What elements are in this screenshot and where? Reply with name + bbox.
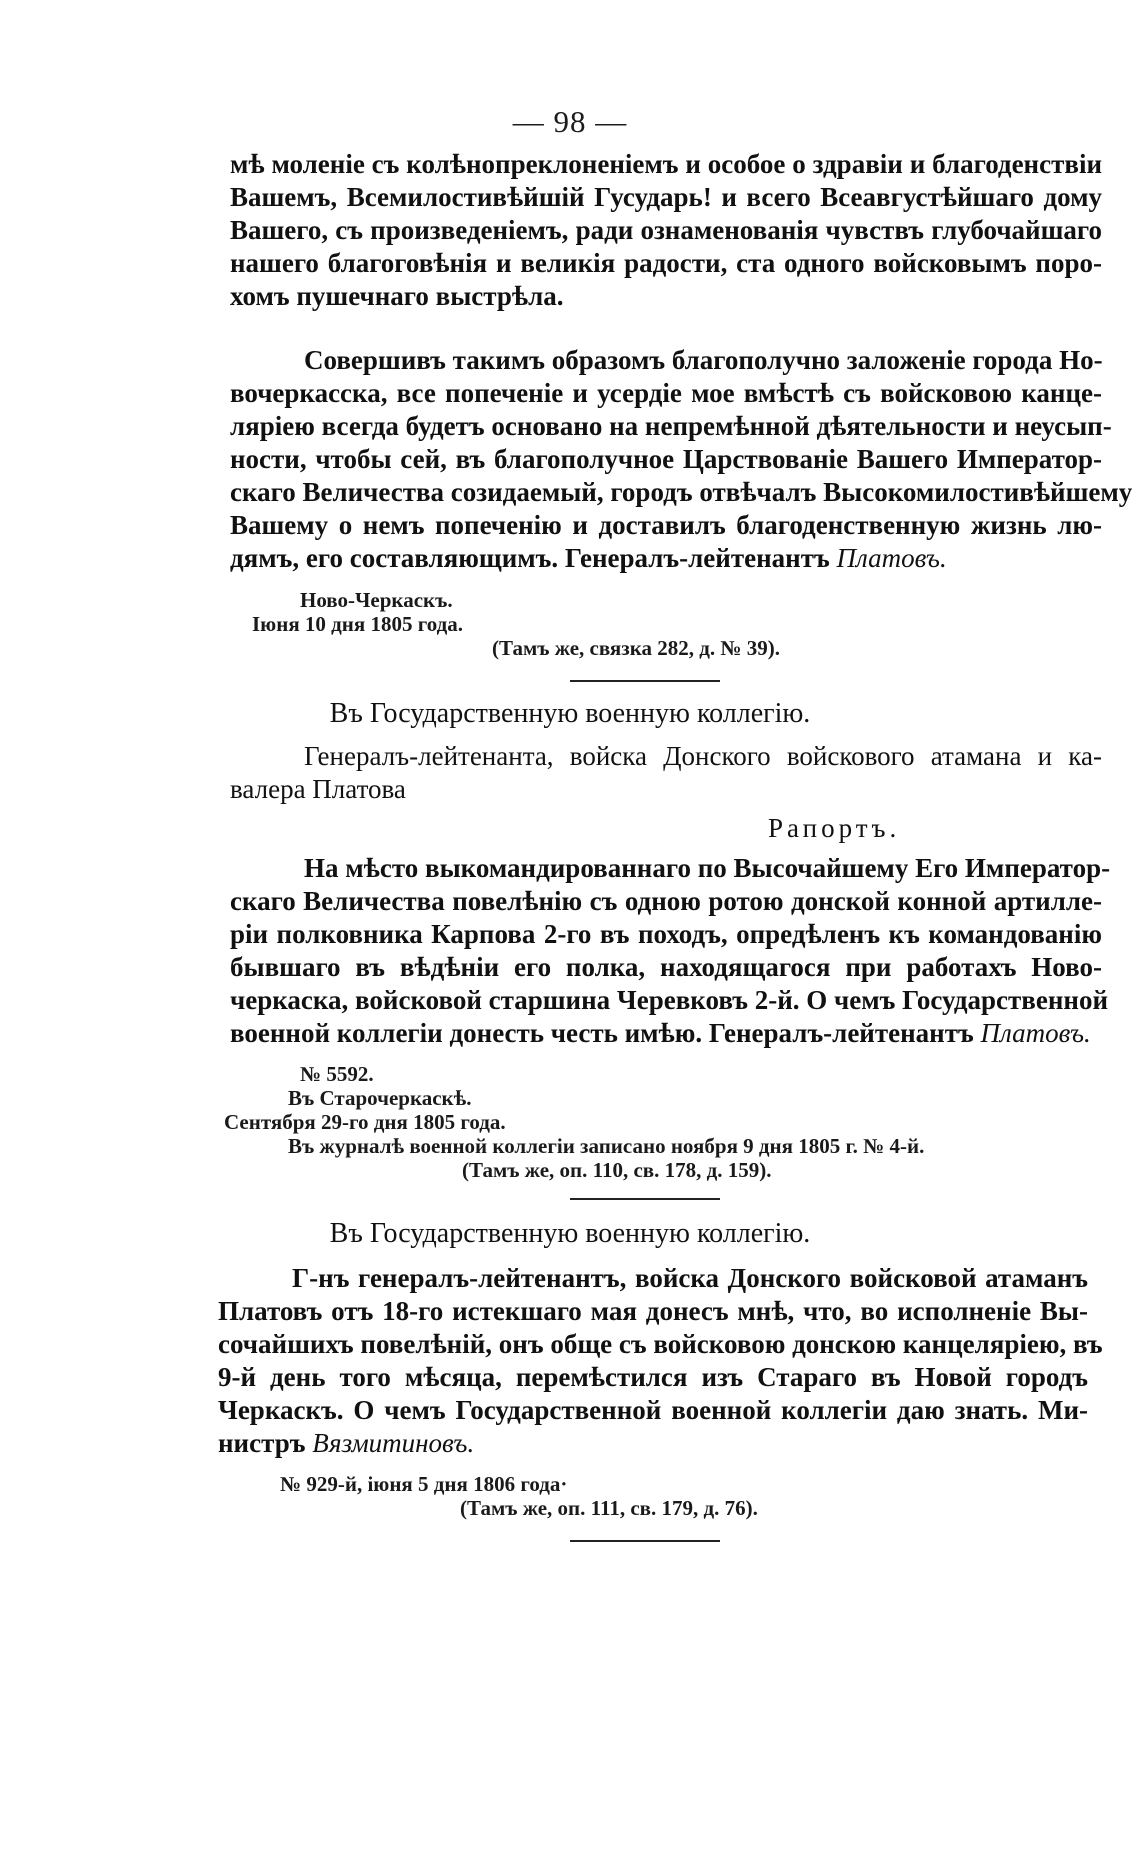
archive-reference: (Тамъ же, связка 282, д. № 39).: [492, 636, 780, 660]
text-line: скаго Величества созидаемый, городъ отвѣчалъ Высокомилостивѣйшему: [230, 477, 1133, 507]
line-text: дямъ, его составляющимъ. Генералъ-лейтенантъ: [230, 543, 830, 573]
text-line: [230, 542, 1102, 575]
text-line: Вашего, съ произведеніемъ, ради ознаменованія чувствъ глубочайшаго: [230, 215, 1102, 245]
text-line: вочеркасска, все попеченіе и усердіе мое вмѣстѣ съ войсковою канце-: [230, 378, 1102, 408]
place-line: Въ Старочеркаскѣ.: [288, 1086, 472, 1110]
paragraph-vyazmitinov: [218, 1262, 1103, 1460]
line-text: нистръ: [218, 1428, 306, 1458]
text-line: хомъ пушечнаго выстрѣла.: [230, 281, 564, 311]
text-line: нашего благоговѣнія и великія радости, ста одного войсковымъ поро-: [230, 248, 1102, 278]
paragraph-continuation: [230, 148, 1102, 313]
place-line: Ново-Черкаскъ.: [300, 588, 453, 612]
archive-reference: (Тамъ же, оп. 111, св. 179, д. 76).: [460, 1496, 758, 1520]
report-label: Рапортъ.: [768, 813, 901, 843]
report-title: [230, 740, 1102, 806]
text-line: Г-нъ генералъ-лейтенантъ, войска Донского войсковой атаманъ: [292, 1263, 1088, 1293]
text-line: мѣ моленіе съ колѣнопреклоненіемъ и особое о здравіи и благоденствіи: [230, 149, 1102, 179]
text-line: сочайшихъ повелѣній, онъ обще съ войсковою донскою канцеляріею, въ: [218, 1329, 1103, 1359]
signature: Платовъ.: [836, 543, 947, 573]
text-line: ляріею всегда будетъ основано на непремѣнной дѣятельности и неусып-: [230, 411, 1112, 441]
archive-reference: (Тамъ же, оп. 110, св. 178, д. 159).: [462, 1158, 772, 1182]
document-number: № 5592.: [300, 1062, 374, 1086]
section-heading: Въ Государственную военную коллегію.: [329, 698, 811, 729]
paragraph-platov-report: [230, 344, 1133, 575]
section-heading: Въ Государственную военную коллегію.: [329, 1218, 811, 1249]
text-line: Вашему о немъ попеченію и доставилъ благоденственную жизнь лю-: [230, 510, 1102, 540]
page-number: — 98 —: [512, 104, 628, 139]
section-divider: [570, 680, 720, 682]
text-line: черкаска, войсковой старшина Черевковъ 2-й. О чемъ Государственной: [230, 985, 1109, 1015]
signature: Платовъ.: [980, 1018, 1091, 1048]
text-line: Генералъ-лейтенанта, войска Донского войскового атамана и ка-: [304, 741, 1102, 771]
text-line: [230, 1017, 1102, 1050]
text-line: ности, чтобы сей, въ благополучное Царствованіе Вашего Император-: [230, 444, 1102, 474]
date-line: Сентября 29-го дня 1805 года.: [224, 1110, 506, 1134]
text-line: 9-й день того мѣсяца, перемѣстился изъ Стараго въ Новой городъ: [218, 1362, 1088, 1392]
section-divider: [570, 1540, 720, 1542]
text-line: ріи полковника Карпова 2-го въ походъ, опредѣленъ къ командованію: [230, 919, 1102, 949]
text-line: На мѣсто выкомандированнаго по Высочайшему Его Император-: [304, 853, 1111, 883]
text-line: валера Платова: [230, 774, 406, 804]
text-line: скаго Величества повелѣнію съ одною ротою донской конной артилле-: [230, 886, 1102, 916]
document-number: № 929-й, іюня 5 дня 1806 года·: [280, 1472, 568, 1496]
text-line: [218, 1427, 1088, 1460]
text-line: Черкаскъ. О чемъ Государственной военной коллегіи даю знать. Ми-: [218, 1395, 1088, 1425]
text-line: Совершивъ такимъ образомъ благополучно заложеніе города Но-: [304, 345, 1103, 375]
paragraph-karpov: [230, 852, 1111, 1050]
journal-note: Въ журналѣ военной коллегіи записано ноября 9 дня 1805 г. № 4-й.: [288, 1134, 925, 1158]
text-line: бывшаго въ вѣдѣніи его полка, находящагося при работахъ Ново-: [230, 952, 1102, 982]
text-line: Платовъ отъ 18-го истекшаго мая донесъ мнѣ, что, во исполненіе Вы-: [218, 1296, 1088, 1326]
signature: Вязмитиновъ.: [312, 1428, 475, 1458]
date-line: Іюня 10 дня 1805 года.: [252, 612, 464, 636]
text-line: Вашемъ, Всемилостивѣйшій Гусударь! и всего Всеавгустѣйшаго дому: [230, 182, 1102, 212]
line-text: военной коллегіи донесть честь имѣю. Генералъ-лейтенантъ: [230, 1018, 974, 1048]
section-divider: [570, 1198, 720, 1200]
